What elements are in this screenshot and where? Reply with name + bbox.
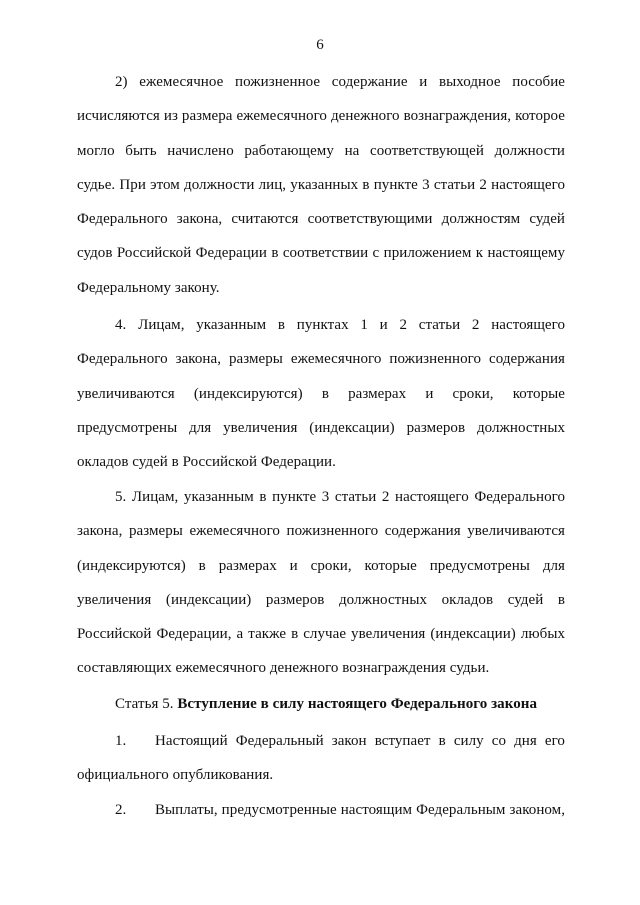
paragraph-4-indexation [77, 308, 565, 479]
text-line: увеличиваются (индексируются) в размерах и сроки, которые [77, 385, 565, 402]
text-line: Настоящий Федеральный закон вступает в силу со дня его [155, 733, 565, 749]
text-line: составляющих ежемесячного денежного вознаграждения судьи. [77, 660, 490, 677]
text-line: Федерального закона, размеры ежемесячного пожизненного содержания [77, 351, 565, 368]
article-title: Вступление в силу настоящего Федерального закона [177, 696, 537, 712]
text-line: предусмотрены для увеличения (индексации) размеров должностных [77, 419, 565, 436]
text-line: могло быть начислено работающему на соответствующей должности [77, 142, 565, 159]
text-line: (индексируются) в размерах и сроки, которые предусмотрены для [77, 557, 565, 574]
text-line: 4. Лицам, указанным в пунктах 1 и 2 статьи 2 настоящего [115, 317, 565, 333]
text-line: исчисляются из размера ежемесячного денежного вознаграждения, которое [77, 108, 565, 125]
text-line: судье. При этом должности лиц, указанных в пункте 3 статьи 2 настоящего [77, 176, 565, 193]
text-line: 5. Лицам, указанным в пункте 3 статьи 2 настоящего Федерального [115, 489, 565, 505]
text-line: закона, размеры ежемесячного пожизненного содержания увеличиваются [77, 523, 565, 540]
text-line: Выплаты, предусмотренные настоящим Федеральным законом, [155, 802, 565, 818]
text-line: судов Российской Федерации в соответствии с приложением к настоящему [77, 245, 565, 262]
text-line: увеличения (индексации) размеров должностных окладов судей в [77, 591, 565, 608]
article-heading [77, 687, 565, 721]
paragraph-5-indexation [77, 480, 565, 686]
text-line: Российской Федерации, а также в случае увеличения (индексации) любых [77, 626, 565, 643]
text-line: Федеральному закону. [77, 279, 220, 296]
paragraph-2-pension [77, 65, 565, 305]
text-line: Федерального закона, считаются соответствующими должностям судей [77, 211, 565, 228]
item-number: 2. [115, 802, 127, 818]
article-prefix: Статья 5. [115, 696, 174, 712]
text-line: официального опубликования. [77, 767, 274, 784]
text-line: окладов судей в Российской Федерации. [77, 454, 336, 471]
numbered-item-1 [77, 724, 565, 793]
page-number: 6 [316, 37, 324, 53]
item-number: 1. [115, 733, 127, 749]
text-line: 2) ежемесячное пожизненное содержание и выходное пособие [115, 74, 565, 90]
numbered-item-2 [77, 793, 565, 827]
